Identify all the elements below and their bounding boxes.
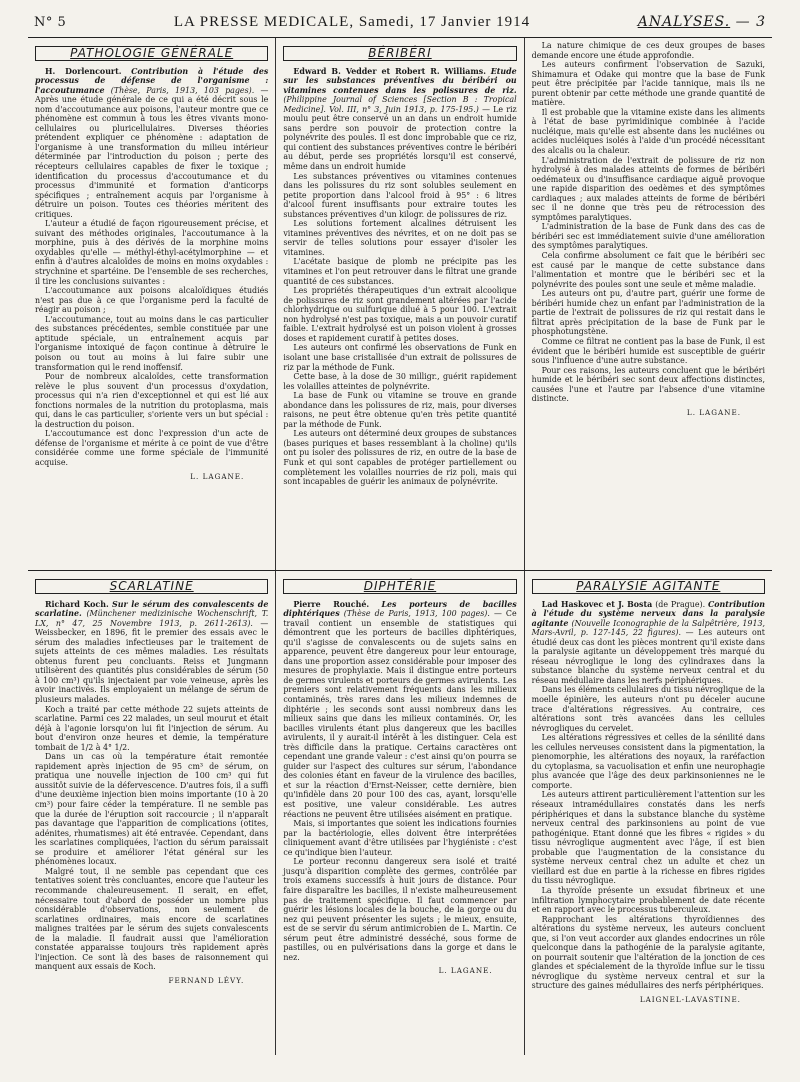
article-affiliation: (de Prague). — [655, 599, 706, 609]
column-beriberi-2 — [524, 38, 772, 570]
article-title: Sur le sérum des convalescents de scarlatine. — [35, 599, 269, 619]
article-paragraph: Les auteurs ont déterminé deux groupes de substances (bases puriques et bases ressemblant à la choline) qu'ils ont pu isoler des polissures de riz, en outre de la base de Funk et qui sont capables de protéger partiellement ou complètement les volailles nourries de riz poli, mais qui sont incapables de guérir les animaux de polynévrite. — [283, 429, 517, 487]
article-lead — [35, 600, 268, 705]
article-paragraph: Il est probable que la vitamine existe dans les aliments à l'état de base pyrimidinique combinée à l'acide nucléique, mais qu'elle est absente dans les nucléines ou acides nucléiques isolés à l'aide d'un procédé nécessitant des alcalis ou la chaleur. — [531, 107, 765, 156]
article-paragraph: Rapprochant les altérations thyroïdiennes des altérations du système nerveux, les auteurs concluent que, si l'on veut accorder aux glandes endocrines un rôle quelconque dans la pathogénie de la paralysie agitante, on pourrait soutenir que l'altération de la jonction de ces glandes et spécialement de la thyroïde influe sur le tissu névroglique du système nerveux central et sur la structure des gaines médullaires des nerfs périphériques. — [531, 914, 765, 991]
article-paragraph: La thyroïde présente un exsudat fibrineux et une infiltration lymphocytaire probablement de date récente et en rapport avec le processus tuberculeux. — [531, 885, 765, 915]
article-paragraph: Dans un cas où la température était remontée rapidement après injection de 95 cm³ de sérum, on pratiqua une nouvelle injection de 100 cm³ qui fut aussitôt suivie de la défervescence. D'autres fois, il a suffi d'une deuxième injection bien moins importante (10 à 20 cm³) pour faire céder la température. Il ne semble pas que la durée de l'éruption soit raccourcie ; il n'apparaît pas davantage que l'apparition de complications (otites, adénites, rhumatismes) ait été entravée. Cependant, dans les scarlatines compliquées, l'action du sérum paraissait se produire et améliorer l'état général sur les phénomènes locaux. — [35, 752, 269, 867]
article-lead — [283, 600, 516, 820]
article-paragraph: — Weissbecker, en 1896, fit le premier des essais avec le sérum des maladies infectieuses par le traitement de sujets atteints de ces mêmes maladies. Les résultats obtenus furent peu concluants. Reiss et Jungmann utilisèrent des quantités plus considérables de sérum (50 à 100 cm³) qu'ils injectaient par voie veineuse, après les avoir inactivés. Ils employaient un mélange de sérum de plusieurs malades. — [35, 618, 269, 705]
article-reference: (Münchener medizinische Wochenschrift, T. LX, n° 47, 25 Novembre 1913, p. 2611-2613). — [35, 609, 269, 628]
article-signature: FERNAND LÉVY. — [168, 975, 245, 985]
article-title: Les porteurs de bacilles diphtériques — [283, 599, 517, 619]
article-paragraph: Pour ces raisons, les auteurs concluent que le béribéri humide et le béribéri sec sont deux affections distinctes, causées l'une et l'autre par l'absence d'une vitamine distincte. — [531, 365, 765, 404]
section-name: ANALYSES. — [637, 14, 731, 30]
section-label — [638, 14, 766, 30]
article-paragraph: Les solutions fortement alcalines détruisent les vitamines préventives des névrites, et on ne doit pas se servir de telles solutions pour essayer d'isoler les vitamines. — [283, 219, 517, 257]
article-signature: LAIGNEL-LAVASTINE. — [639, 994, 741, 1004]
article-paragraph: Le porteur reconnu dangereux sera isolé et traité jusqu'à disparition complète des germes, contrôlée par trois examens successifs à huit jours de distance. Pour faire disparaître les bacilles, il n'existe malheureusement pas de traitement spécifique. Il faut commencer par guérir les lésions locales de la bouche, de la gorge ou du nez qui peuvent présenter les sujets ; le mieux, ensuite, est de se servir du sérum antimicrobien de L. Martin. Ce sérum peut être administré desséché, sous forme de pastilles, ou en pulvérisations dans la gorge et dans le nez. — [283, 857, 517, 962]
column-pathologie — [28, 38, 275, 570]
article-paragraph: Malgré tout, il ne semble pas cependant que ces tentatives soient très concluantes, encore que l'auteur les recommande chaleureusement. Il serait, en effet, nécessaire tout d'abord de posséder un nombre plus considérable d'observations, non seulement de scarlatines ordinaires, mais encore de scarlatines malignes traitées par le sérum des sujets convalescents de la maladie. Il faudrait aussi que l'amélioration constatée apparaisse toujours très rapidement après l'injection. Ce sont là des bases de raisonnement qui manquent aux essais de Koch. — [35, 866, 269, 972]
column-paralysie — [524, 571, 772, 1055]
bottom-band — [28, 571, 772, 1055]
article-paragraph: Les altérations régressives et celles de la sénilité dans les cellules nerveuses consistent dans la pigmentation, la pienomorphie, les altérations des noyaux, la raréfaction du cytoplasma, sa vacuolisation et enfin une neurophagie plus avancée que l'âge des deux parkinsoniennes ne le comporte. — [531, 733, 765, 790]
heading-box — [532, 579, 765, 594]
article-paragraph: L'acétate basique de plomb ne précipite pas les vitamines et l'on peut retrouver dans le filtrat une grande quantité de ces substances. — [283, 257, 517, 286]
article-reference: (Nouvelle Iconographie de la Salpêtrière, 1913, Mars-Avril, p. 127-145, 22 figures). — [531, 618, 765, 638]
heading-box — [283, 579, 516, 594]
article-signature: L. LAGANE. — [190, 471, 245, 481]
article-paragraph: Les substances préventives ou vitamines contenues dans les polissures du riz sont solubles seulement en petite proportion dans l'alcool froid à 95° : 6 litres d'alcool furent insuffisants pour extraire toutes les substances préventives d'un kilogr. de polissures de riz. — [283, 171, 517, 219]
article-paragraph: L'accoutumance aux poisons alcaloïdiques étudiés n'est pas due à ce que l'organisme perd la faculté de réagir au poison ; — [35, 286, 269, 315]
article-paragraph: Les auteurs ont confirmé les observations de Funk en isolant une base cristallisée d'un extrait de polissures de riz par la méthode de Funk. — [283, 343, 517, 372]
article-paragraph: — Le riz moulu peut être conservé un an dans un endroit humide sans perdre son pouvoir de protection contre la polynévrite des poules. Il est donc improbable que ce riz, qui contient des substances préventives contre le béribéri au début, perde ses propriétés lorsqu'il est conservé, même dans un endroit humide — [283, 104, 517, 172]
article-author: H. Dorlencourt. — [45, 66, 122, 76]
article-paragraph: — Ce travail contient un ensemble de statistiques qui démontrent que les porteurs de bacilles diphtériques, qu'il s'agisse de convalescents ou de sujets sains en apparence, peuvent être dangereux pour leur entourage, dans une proportion assez considérable pour imposer des mesures de prophylaxie. Mais il distingue entre porteurs de germes virulents et porteurs de germes avirulents. Les premiers sont relativement fréquents dans les milieux contaminés, très rares dans les milieux indemnes de diphtérie ; les seconds sont aussi nombreux dans les milieux sains que dans les milieux contaminés. Or, les bacilles virulents étant plus dangereux que les bacilles avirulents, il y aurait-il intérêt à les distinguer. Cela est très difficile dans la pratique. Certains caractères ont cependant une grande valeur : c'est ainsi qu'on pourra se guider sur l'aspect des cultures sur sérum, l'abondance des colonies étant en faveur de la virulence des bacilles, et sur la réaction d'Ernst-Neisser, cette dernière, bien qu'infidèle dans 20 pour 100 des cas, ayant, lorsqu'elle est positive, une valeur considérable. Les autres réactions ne peuvent être utilisées aisément en pratique. — [283, 609, 517, 819]
page-number: — 3 — [735, 14, 766, 30]
article-paragraph: Les auteurs ont pu, d'autre part, guérir une forme de béribéri humide chez un enfant par l'administration de la partie de l'extrait de polissures de riz qui restait dans le filtrat après précipitation de la base de Funk par le phosphotungstène. — [531, 289, 765, 337]
article-reference: (Thèse, Paris, 1913, 103 pages). — [110, 85, 255, 95]
article-paragraph: L'accoutumance est donc l'expression d'un acte de défense de l'organisme et mérite à ce point de vue d'être considérée comme une forme spéciale de l'immunité acquise. — [35, 429, 269, 467]
heading-box — [35, 579, 268, 594]
article-reference: (Thèse de Paris, 1913, 100 pages). — [343, 609, 490, 619]
article-paragraph: — Les auteurs ont étudié deux cas dont les pièces montrent qu'il existe dans la paralysie agitante un développement très marqué du réseau névroglique le long des cylindraxes dans la substance blanche du système nerveux central et du réseau médullaire dans les nerfs périphériques. — [531, 628, 765, 685]
article-paragraph: Koch a traité par cette méthode 22 sujets atteints de scarlatine. Parmi ces 22 malades, un seul mourut et était déjà à l'agonie lorsqu'on lui fit l'injection de sérum. Au bout d'environ onze heures et demie, la température tombait de 1/2 à 4° 1/2. — [35, 704, 269, 752]
article-paragraph: Mais, si importantes que soient les indications fournies par la bactériologie, elles doivent être interprétées cliniquement avant d'être utilisées par l'hygiéniste : c'est ce qu'indique bien l'auteur. — [283, 819, 517, 857]
article-paragraph: Comme ce filtrat ne contient pas la base de Funk, il est évident que le béribéri humide est susceptible de guérir sous l'influence d'une autre substance. — [531, 336, 765, 366]
article-paragraph: L'accoutumance, tout au moins dans le cas particulier des substances précédentes, semble constituée par une aptitude spéciale, un entraînement acquis par l'organisme intoxiqué de façon continue à détruire le poison ou tout au moins à lui faire subir une transformation qui le rend inoffensif. — [35, 314, 269, 372]
article-paragraph: — Après une étude générale de ce qui a été décrit sous le nom d'accoutumance aux poisons, l'auteur montre que ce phénomène est commun à tous les êtres vivants mono-cellulaires ou pluricellulaires. Diverses théories prétendent expliquer ce phénomène : adaptation de l'organisme à une transformation du milieu intérieur déterminée par l'introduction du poison ; perte des récepteurs cellulaires capables de fixer le toxique ; identification du processus d'accoutumance et du processus d'immunité et formation d'anticorps spécifiques ; entraînement acquis par l'organisme à détruire un poison. Toutes ces théories méritent des critiques. — [35, 85, 269, 219]
article-paragraph: L'administration de l'extrait de polissure de riz non hydrolysé à des malades atteints de formes de béribéri oedémateux ou d'insuffisance cardiaque aiguë provoque une rapide disparition des oedèmes et des symptômes cardiaques ; aux malades atteints de forme de béribéri sec il ne donne que très peu de rétrocession des symptômes paralytiques. — [531, 155, 765, 222]
article-paragraph: Les auteurs confirment l'observation de Sazuki, Shimamura et Odake qui montre que la base de Funk peut être précipitée par l'acide tannique, mais ils ne purent obtenir par cette méthode une grande quantité de matière. — [531, 60, 765, 108]
article-lead — [35, 67, 268, 220]
article-paragraph: Les auteurs attirent particulièrement l'attention sur les réseaux intramédullaires constatés dans les nerfs périphériques et dans la substance blanche du système nerveux central des parkinsoniens au point de vue pathogénique. Etant donné que les fibres « rigides » du tissu névroglique augmentent avec l'âge, il est bien probable que l'augmentation de la consistance du système nerveux central chez un adulte et chez un vieillard est due en partie à la richesse en fibres rigides du tissu névroglique. — [531, 790, 765, 886]
article-author: Richard Koch. — [45, 599, 109, 609]
issue-number: N° 5 — [34, 15, 67, 30]
article-paragraph: La base de Funk ou vitamine se trouve en grande abondance dans les polissures de riz, mais, pour diverses raisons, ne peut être obtenue qu'en très petite quantité par la méthode de Funk. — [283, 391, 517, 429]
article-paragraph: Les propriétés thérapeutiques d'un extrait alcoolique de polissures de riz sont grandement altérées par l'acide chlorhydrique ou sulfurique dilué à 5 pour 100. L'extrait non hydrolysé n'est pas toxique, mais a un pouvoir curatif faible. L'extrait hydrolysé est un poison violent à grosses doses et rapidement curatif à petites doses. — [283, 286, 517, 343]
article-reference: (Philippine Journal of Sciences [Section B : Tropical Medicine]. Vol. III, n° 3, Juin 1913, p. 175-195.) — [283, 95, 517, 114]
journal-title: LA PRESSE MEDICALE, Samedi, 17 Janvier 1914 — [173, 14, 531, 30]
section-heading: BÉRIBÉRI — [368, 46, 432, 60]
section-heading: PATHOLOGIE GÉNÉRALE — [70, 46, 234, 60]
running-header — [28, 14, 772, 37]
top-band — [28, 38, 772, 570]
article-title: Contribution à l'étude des processus de défense de l'organisme : l'accoutumance — [35, 66, 269, 95]
article-author: Pierre Rouché. — [293, 599, 370, 609]
article-paragraph: Cette base, à la dose de 30 milligr., guérit rapidement les volailles atteintes de polynévrite. — [283, 372, 517, 391]
article-author: Lad Haskovec et J. Bosta — [541, 599, 653, 609]
article-title: Contribution à l'étude du système nerveux dans la paralysie agitante — [531, 599, 765, 628]
article-lead — [283, 67, 516, 172]
column-scarlatine — [28, 571, 275, 1055]
article-paragraph: Cela confirme absolument ce fait que le béribéri sec est causé par le manque de cette substance dans l'alimentation et montre que le béribéri sec et la polynévrite des poules sont une seule et même maladie. — [531, 251, 765, 289]
article-paragraph: Pour de nombreux alcaloïdes, cette transformation relève le plus souvent d'un processus d'oxydation, processus qui n'a rien d'exceptionnel et qui est lié aux fonctions normales de la nutrition du protoplasma, mais qui, dans le cas particulier, s'oriente vers un but spécial : la destruction du poison. — [35, 372, 269, 429]
article-paragraph: L'administration de la base de Funk dans des cas de béribéri sec est immédiatement suivie d'une amélioration des symptômes paralytiques. — [531, 222, 765, 251]
article-title: Etude sur les substances préventives du béribéri ou vitamines contenues dans les polissures de riz. — [283, 66, 517, 95]
article-signature: L. LAGANE. — [686, 407, 741, 417]
heading-box — [35, 46, 268, 61]
section-heading: DIPHTÉRIE — [363, 579, 437, 593]
heading-box — [283, 46, 516, 61]
column-beriberi-1 — [275, 38, 523, 570]
article-paragraph: La nature chimique de ces deux groupes de bases demande encore une étude approfondie. — [531, 41, 765, 60]
article-lead — [532, 600, 765, 686]
article-signature: L. LAGANE. — [438, 966, 493, 976]
article-paragraph: Dans les éléments cellulaires du tissu névroglique de la moelle épinière, les auteurs n'ont pu déceler aucune trace d'altérations régressives. Au contraire, ces altérations sont très avancées dans les cellules névrogliques du cervelet. — [531, 685, 765, 733]
section-heading: PARALYSIE AGITANTE — [576, 579, 721, 593]
article-paragraph: L'auteur a étudié de façon rigoureusement précise, et suivant des méthodes originales, l'accoutumance à la morphine, puis à des dérivés de la morphine moins oxydables qu'elle — méthyl-éthyl-acétylmorphine — et enfin à d'autres alcaloïdes de moins en moins oxydables : strychnine et spartéine. De l'ensemble de ses recherches, il tire les conclusions suivantes : — [35, 219, 269, 286]
section-heading: SCARLATINE — [109, 579, 194, 593]
article-author: Edward B. Vedder et Robert R. Williams. — [293, 66, 486, 76]
column-diphterie — [275, 571, 523, 1055]
